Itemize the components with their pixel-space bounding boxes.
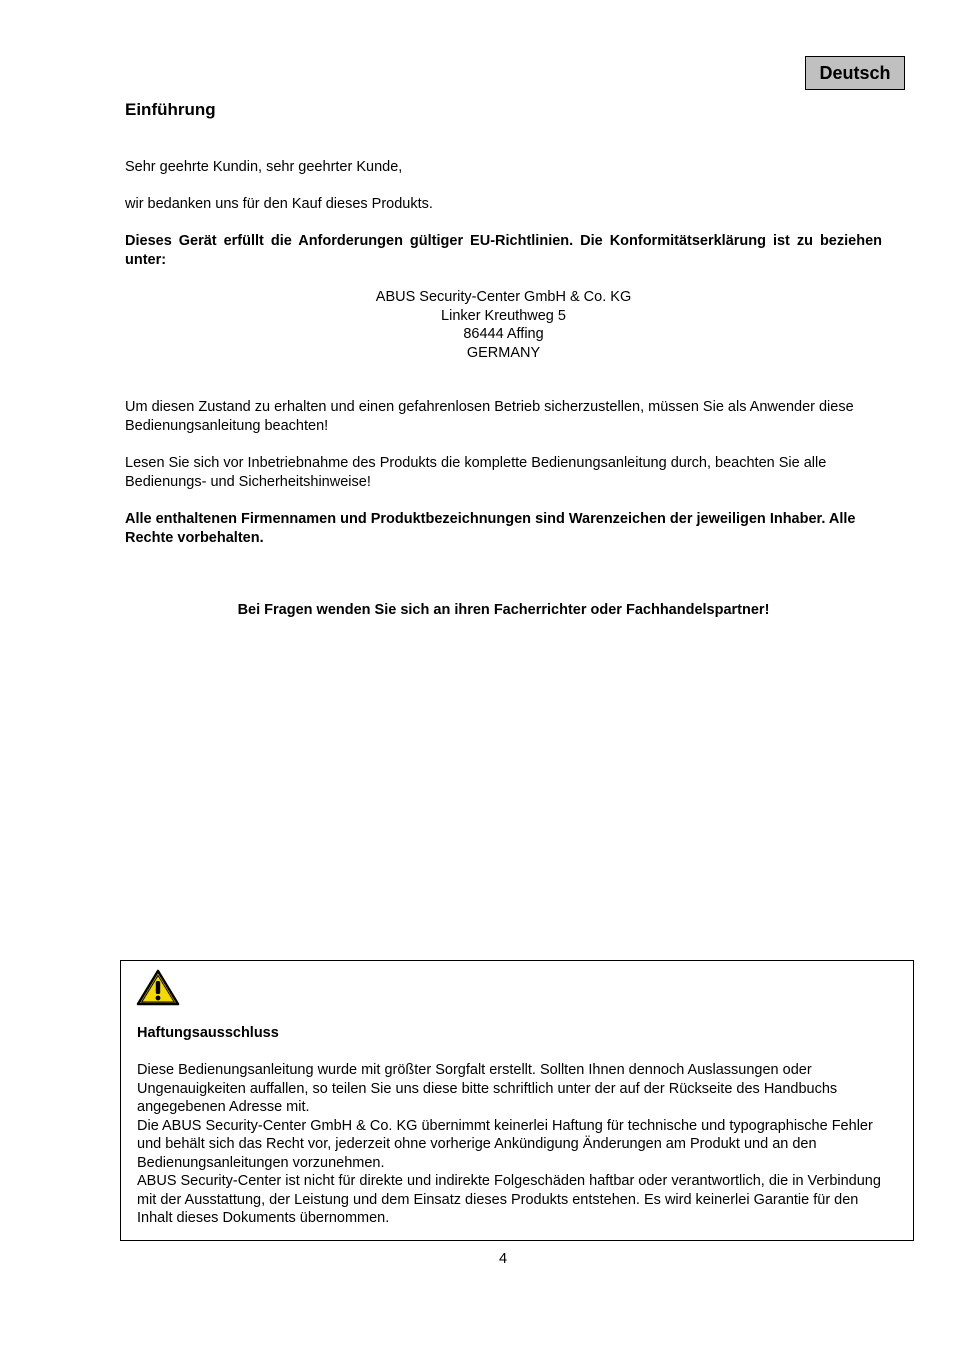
questions-text: Bei Fragen wenden Sie sich an ihren Facherrichter oder Fachhandelspartner! [237, 602, 770, 618]
disclaimer-title: Haftungsausschluss [137, 1025, 279, 1041]
page-title: Einführung [125, 100, 216, 119]
disclaimer-body [137, 1061, 897, 1228]
warning-triangle-icon [136, 969, 180, 1007]
address-city: 86444 Affing [463, 326, 544, 342]
language-badge: Deutsch [805, 56, 905, 90]
disclaimer-paragraph: ABUS Security-Center ist nicht für direkte und indirekte Folgeschäden haftbar oder verantwortlich, die in Verbindung mit der Ausstattung, der Leistung und dem Einsatz dieses Produkts entstehen. Es wird keinerlei Garantie für den Inhalt dieses Dokuments übernommen. [137, 1173, 881, 1226]
address-country: GERMANY [466, 344, 541, 361]
address-street: Linker Kreuthweg 5 [441, 307, 566, 324]
read-manual-text: Lesen Sie sich vor Inbetriebnahme des Produkts die komplette Bedienungsanleitung durch, beachten Sie alle Bedienungs- und Sicherheitshinweise! [125, 455, 827, 490]
conformity-text: Dieses Gerät erfüllt die Anforderungen gültiger EU-Richtlinien. Die Konformitätserklärung ist zu beziehen unter: [125, 233, 882, 268]
condition-text: Um diesen Zustand zu erhalten und einen gefahrenlosen Betrieb sicherzustellen, müssen Sie als Anwender diese Bedienungsanleitung beachten! [125, 399, 854, 434]
thanks-text: wir bedanken uns für den Kauf dieses Produkts. [125, 196, 433, 212]
address-company: ABUS Security-Center GmbH & Co. KG [375, 289, 632, 305]
page-number: 4 [498, 1251, 508, 1267]
address-block [125, 288, 882, 362]
greeting-text: Sehr geehrte Kundin, sehr geehrter Kunde, [125, 159, 403, 175]
disclaimer-paragraph: Diese Bedienungsanleitung wurde mit größter Sorgfalt erstellt. Sollten Ihnen dennoch Auslassungen oder Ungenauigkeiten auffallen, so teilen Sie uns diese bitte schriftlich unter der auf der Rückseite des Handbuchs angegebenen Adresse mit. [137, 1062, 838, 1115]
disclaimer-box [120, 960, 914, 1241]
disclaimer-paragraph: Die ABUS Security-Center GmbH & Co. KG übernimmt keinerlei Haftung für technische und typographische Fehler und behält sich das Recht vor, jederzeit ohne vorherige Ankündigung Änderungen am Produkt und an den Bedienungsanleitungen vorzunehmen. [137, 1117, 873, 1171]
trademarks-text: Alle enthaltenen Firmennamen und Produktbezeichnungen sind Warenzeichen der jeweiligen Inhaber. Alle Rechte vorbehalten. [125, 511, 856, 546]
